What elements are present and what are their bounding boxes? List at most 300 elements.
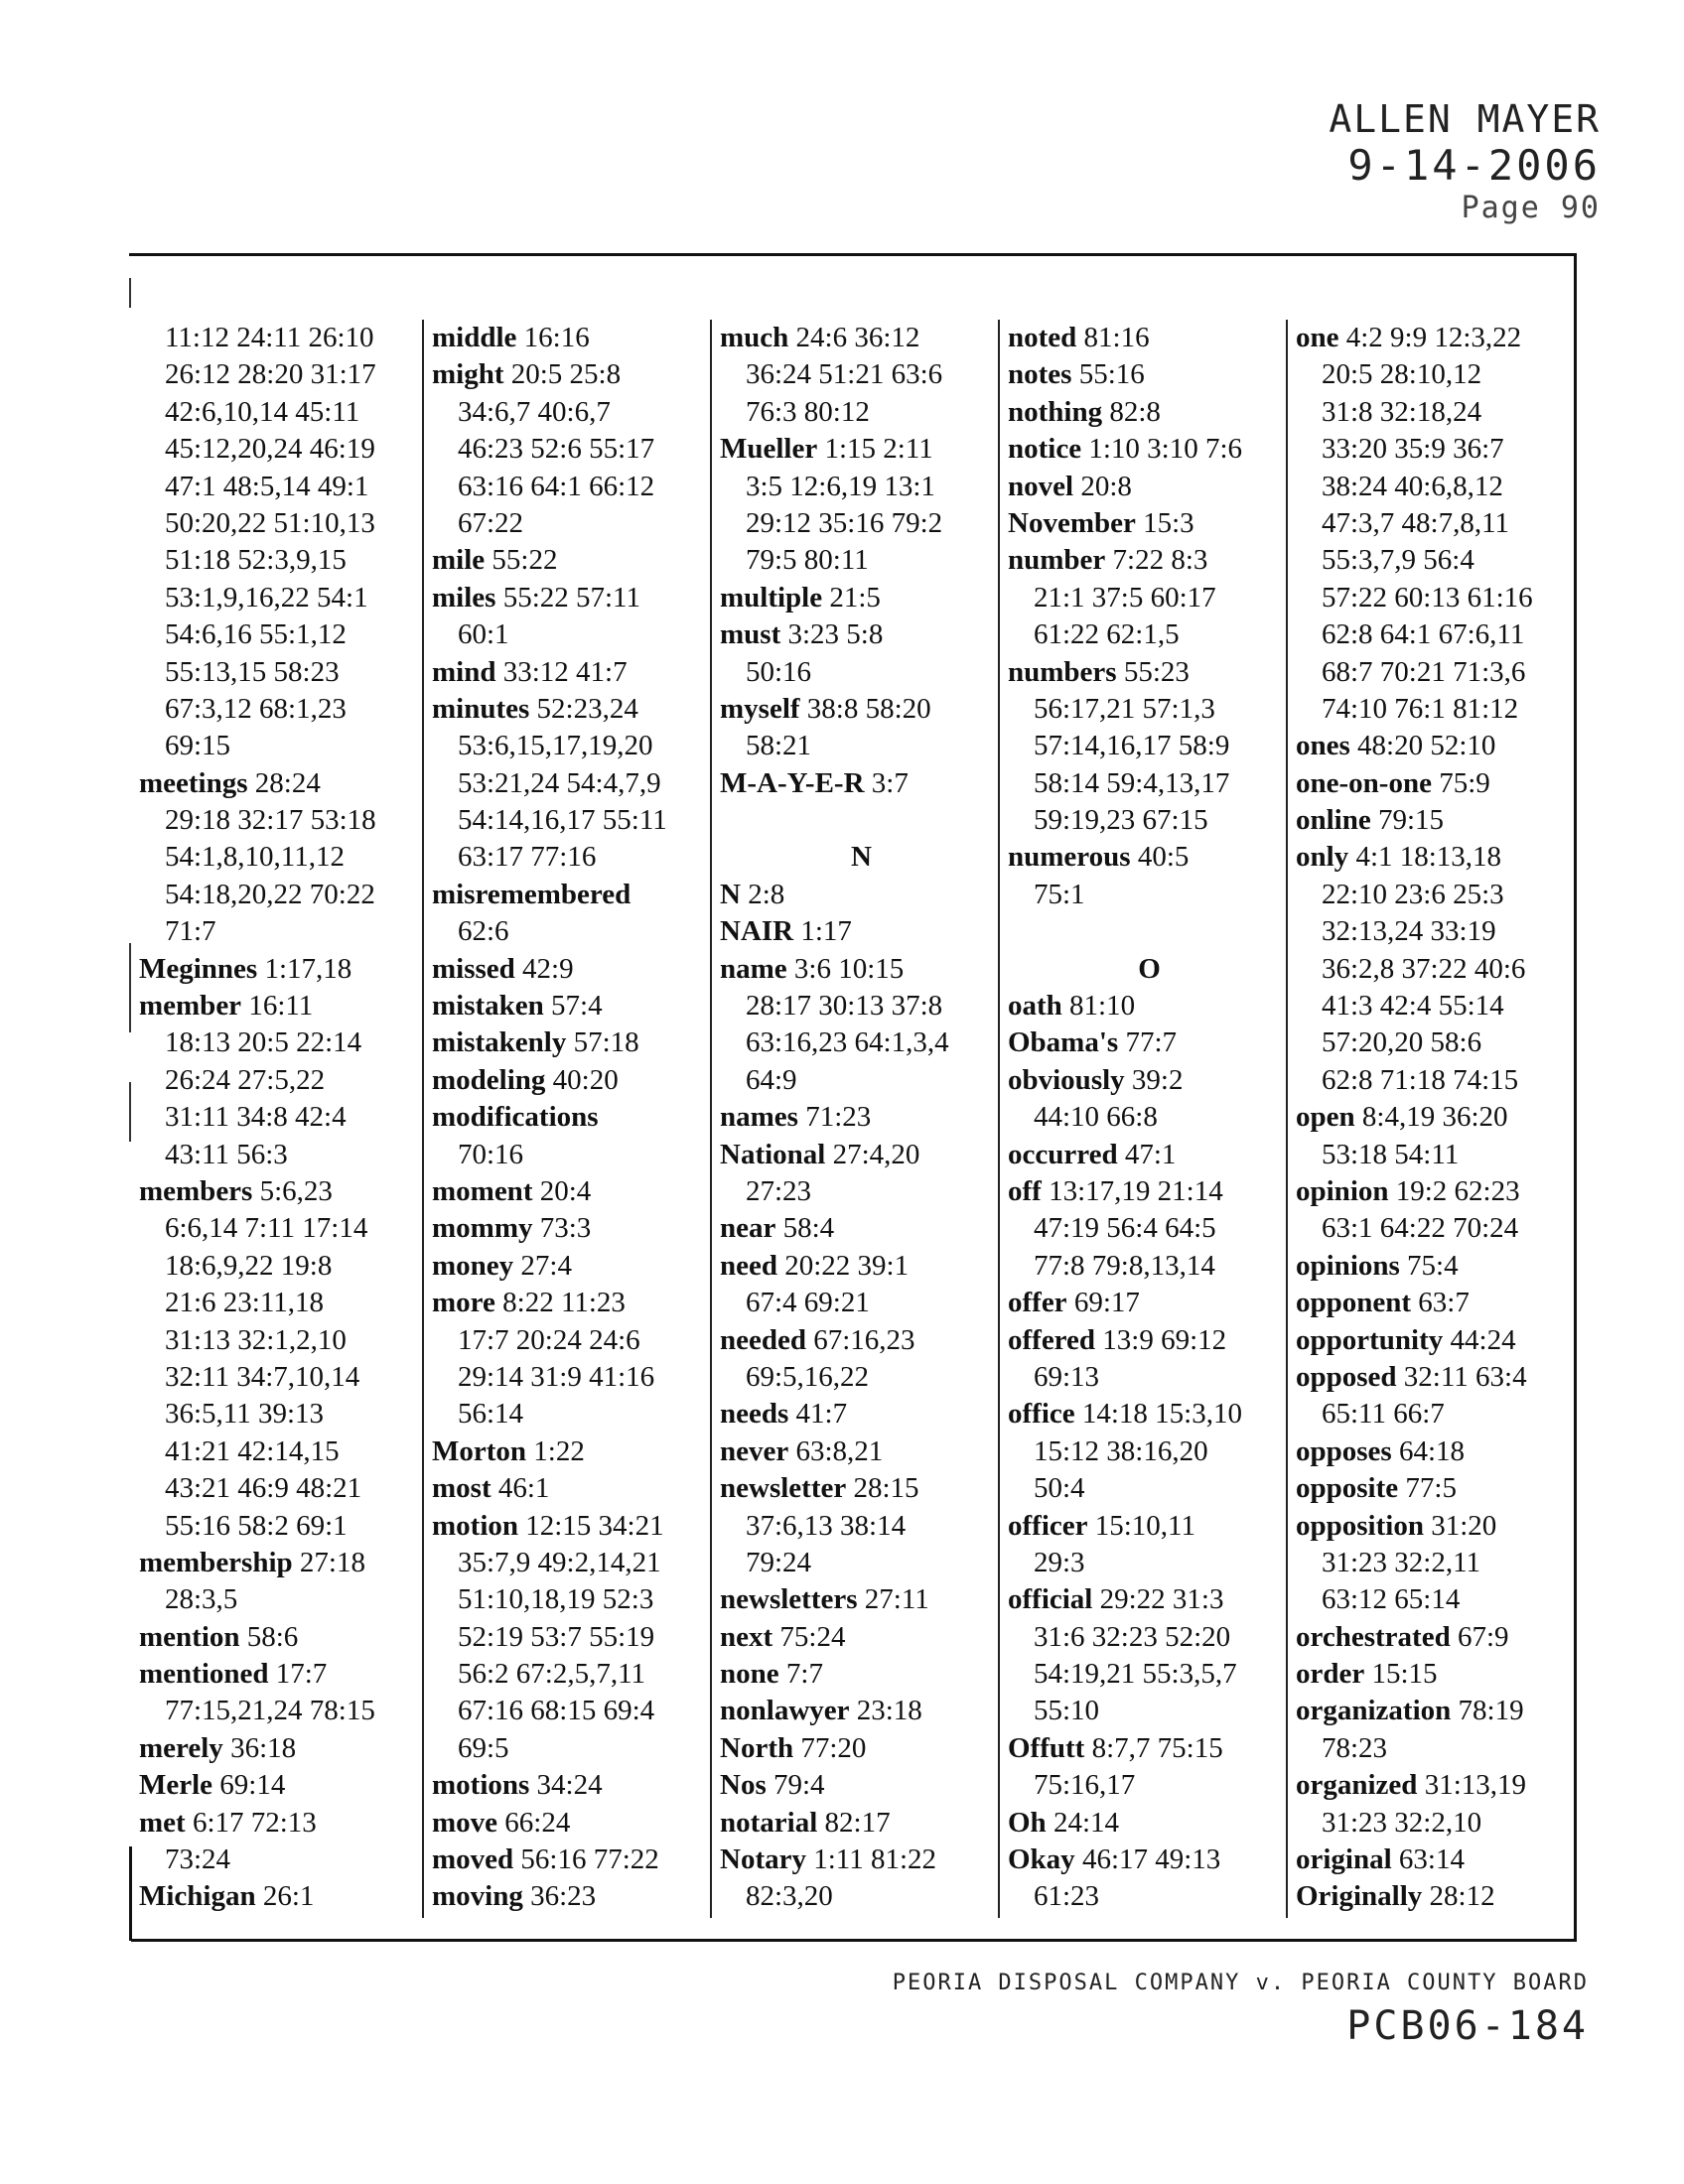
page-line-refs: 31:8 32:18,24: [1322, 395, 1482, 428]
index-entry: [432, 1173, 715, 1210]
index-entry: [1008, 1396, 1291, 1433]
page-line-refs: 51:18 52:3,9,15: [165, 544, 347, 577]
index-term: official: [1008, 1583, 1093, 1616]
index-continuation: [1296, 988, 1579, 1024]
page-line-refs: 17:7 20:24 24:6: [458, 1323, 640, 1356]
index-entry: [139, 1656, 417, 1693]
index-term: met: [139, 1806, 186, 1839]
index-entry: [720, 1619, 1003, 1656]
index-term: opposition: [1296, 1509, 1424, 1542]
index-term: miles: [432, 581, 496, 614]
index-entry: [1008, 654, 1291, 691]
index-entry: [432, 951, 715, 988]
page-line-refs: 36:23: [530, 1880, 597, 1913]
page-line-refs: 60:1: [458, 618, 509, 651]
page-line-refs: 17:7: [275, 1658, 328, 1691]
index-term: only: [1296, 841, 1349, 874]
index-term: Notary: [720, 1843, 806, 1876]
index-entry: [1008, 1842, 1291, 1878]
page-line-refs: 77:5: [1405, 1472, 1457, 1505]
index-term: membership: [139, 1546, 293, 1578]
index-continuation: [720, 1024, 1003, 1061]
section-letter: O: [1138, 952, 1161, 985]
index-term: merely: [139, 1731, 223, 1764]
page-line-refs: 65:11 66:7: [1322, 1398, 1445, 1431]
page-line-refs: 47:19 56:4 64:5: [1034, 1212, 1216, 1245]
page-line-refs: 15:12 38:16,20: [1034, 1434, 1208, 1467]
index-term: newsletter: [720, 1472, 847, 1505]
index-continuation: [139, 1470, 417, 1507]
index-continuation: [139, 394, 417, 431]
index-continuation: [1296, 951, 1579, 988]
index-term: Michigan: [139, 1880, 256, 1913]
index-continuation: [432, 913, 715, 950]
page-line-refs: 40:20: [552, 1063, 619, 1096]
page-line-refs: 74:10 76:1 81:12: [1322, 692, 1519, 725]
index-continuation: [720, 469, 1003, 505]
index-entry: [1296, 320, 1579, 356]
index-term: moved: [432, 1843, 514, 1876]
page-line-refs: 63:8,21: [795, 1434, 884, 1467]
index-continuation: [139, 616, 417, 653]
index-continuation: [1296, 1805, 1579, 1842]
index-term: M-A-Y-E-R: [720, 766, 865, 799]
index-entry: [1008, 320, 1291, 356]
index-continuation: [1008, 1878, 1291, 1915]
index-entry: [139, 1878, 417, 1915]
index-continuation: [432, 616, 715, 653]
index-term: must: [720, 618, 781, 651]
index-continuation: [432, 1656, 715, 1693]
page-line-refs: 41:3 42:4 55:14: [1322, 990, 1504, 1023]
index-continuation: [1296, 616, 1579, 653]
index-entry: [139, 1805, 417, 1842]
page-line-refs: 78:19: [1458, 1695, 1524, 1727]
page-line-refs: 21:1 37:5 60:17: [1034, 581, 1216, 614]
page-line-refs: 68:7 70:21 71:3,6: [1322, 655, 1526, 688]
page-line-refs: 53:6,15,17,19,20: [458, 730, 653, 762]
index-entry: [1296, 839, 1579, 876]
page-line-refs: 1:17,18: [264, 952, 352, 985]
page-line-refs: 71:7: [165, 915, 216, 948]
page-line-refs: 51:10,18,19 52:3: [458, 1583, 654, 1616]
index-term: opposes: [1296, 1434, 1392, 1467]
page-line-refs: 20:8: [1080, 470, 1132, 502]
page-line-refs: 62:8 71:18 74:15: [1322, 1063, 1519, 1096]
page-line-refs: 13:17,19 21:14: [1049, 1174, 1223, 1207]
index-term: missed: [432, 952, 515, 985]
page-line-refs: 24:14: [1052, 1806, 1119, 1839]
index-term: newsletters: [720, 1583, 858, 1616]
index-column-5: [1286, 320, 1579, 1918]
index-continuation: [139, 356, 417, 393]
index-term: notarial: [720, 1806, 818, 1839]
index-entry: [1008, 505, 1291, 542]
index-term: organization: [1296, 1695, 1452, 1727]
index-continuation: [1008, 1545, 1291, 1581]
page-line-refs: 57:22 60:13 61:16: [1322, 581, 1533, 614]
page-line-refs: 8:7,7 75:15: [1091, 1731, 1223, 1764]
index-continuation: [432, 765, 715, 802]
page-line-refs: 1:17: [800, 915, 852, 948]
page-line-refs: 1:11 81:22: [813, 1843, 937, 1876]
page-line-refs: 54:14,16,17 55:11: [458, 804, 667, 837]
page-line-refs: 55:10: [1034, 1695, 1100, 1727]
index-continuation: [1296, 469, 1579, 505]
page-line-refs: 61:23: [1034, 1880, 1100, 1913]
index-entry: [720, 431, 1003, 468]
page-line-refs: 54:18,20,22 70:22: [165, 878, 375, 910]
index-continuation: [1296, 431, 1579, 468]
index-term: meetings: [139, 766, 248, 799]
page-line-refs: 29:18 32:17 53:18: [165, 804, 376, 837]
index-continuation: [432, 1730, 715, 1767]
index-continuation: [1008, 1767, 1291, 1804]
index-continuation: [720, 988, 1003, 1024]
index-term: opponent: [1296, 1287, 1412, 1319]
index-term: one: [1296, 322, 1339, 353]
index-continuation: [139, 654, 417, 691]
page-line-refs: 28:17 30:13 37:8: [746, 990, 943, 1023]
index-term: noted: [1008, 322, 1077, 353]
index-entry: [432, 1062, 715, 1099]
index-term: modeling: [432, 1063, 546, 1096]
page-line-refs: 23:18: [856, 1695, 922, 1727]
page-line-refs: 7:22 8:3: [1112, 544, 1208, 577]
index-term: motions: [432, 1769, 530, 1802]
page-line-refs: 53:21,24 54:4,7,9: [458, 766, 661, 799]
index-entry: [139, 988, 417, 1024]
index-continuation: [139, 1024, 417, 1061]
page-line-refs: 69:5,16,22: [746, 1360, 870, 1393]
page-line-refs: 38:8 58:20: [806, 692, 931, 725]
index-continuation: [1008, 802, 1291, 839]
page-line-refs: 55:16 58:2 69:1: [165, 1509, 348, 1542]
index-entry: [1296, 1842, 1579, 1878]
index-term: Obama's: [1008, 1026, 1119, 1059]
index-term: original: [1296, 1843, 1392, 1876]
page-line-refs: 82:17: [824, 1806, 891, 1839]
page-line-refs: 55:13,15 58:23: [165, 655, 340, 688]
index-entry: [720, 877, 1003, 913]
index-continuation: [1296, 1396, 1579, 1433]
page-line-refs: 55:3,7,9 56:4: [1322, 544, 1474, 577]
page-line-refs: 44:10 66:8: [1034, 1101, 1158, 1134]
index-entry: [720, 616, 1003, 653]
index-entry: [1296, 1433, 1579, 1470]
index-continuation: [1296, 394, 1579, 431]
page-line-refs: 13:9 69:12: [1102, 1323, 1227, 1356]
frame-bottom-border: [131, 1939, 1577, 1942]
index-term: mind: [432, 655, 496, 688]
index-continuation: [432, 802, 715, 839]
index-continuation: [1008, 616, 1291, 653]
index-continuation: [139, 1433, 417, 1470]
page-line-refs: 73:3: [539, 1212, 592, 1245]
index-entry: [432, 580, 715, 616]
page-line-refs: 69:14: [219, 1769, 286, 1802]
page-line-refs: 41:7: [795, 1398, 848, 1431]
index-entry: [720, 1396, 1003, 1433]
index-entry: [1008, 1508, 1291, 1545]
index-continuation: [139, 1842, 417, 1878]
page-line-refs: 67:16,23: [813, 1323, 915, 1356]
index-continuation: [432, 1359, 715, 1396]
index-continuation: [139, 877, 417, 913]
index-continuation: [139, 320, 417, 356]
index-entry: [432, 1842, 715, 1878]
page-line-refs: 2:8: [748, 878, 785, 910]
index-entry: [720, 1248, 1003, 1285]
index-term: mile: [432, 544, 486, 577]
index-continuation: [1296, 913, 1579, 950]
index-entry: [1008, 1730, 1291, 1767]
page-line-refs: 46:23 52:6 55:17: [458, 433, 655, 466]
index-term: Meginnes: [139, 952, 258, 985]
index-term: need: [720, 1249, 777, 1282]
page-line-refs: 7:7: [785, 1658, 823, 1691]
page-line-refs: 28:12: [1429, 1880, 1495, 1913]
index-entry: [139, 1545, 417, 1581]
index-entry: [720, 1137, 1003, 1173]
page-line-refs: 20:4: [539, 1174, 592, 1207]
index-continuation: [432, 1322, 715, 1359]
page-line-refs: 69:17: [1073, 1287, 1140, 1319]
section-letter: N: [851, 841, 872, 874]
index-entry: [1296, 765, 1579, 802]
page-line-refs: 12:15 34:21: [525, 1509, 664, 1542]
page-line-refs: 50:16: [746, 655, 812, 688]
page-line-refs: 15:3: [1143, 506, 1194, 539]
page-line-refs: 31:13,19: [1424, 1769, 1526, 1802]
index-term: money: [432, 1249, 514, 1282]
page-line-refs: 32:13,24 33:19: [1322, 915, 1496, 948]
index-term: Mueller: [720, 433, 818, 466]
page-line-refs: 28:15: [853, 1472, 919, 1505]
page-line-refs: 16:11: [248, 990, 314, 1023]
page-line-refs: 41:21 42:14,15: [165, 1434, 340, 1467]
index-term: occurred: [1008, 1138, 1118, 1170]
index-term: offered: [1008, 1323, 1096, 1356]
page-line-refs: 8:4,19 36:20: [1361, 1101, 1508, 1134]
index-term: one-on-one: [1296, 766, 1432, 799]
page-line-refs: 75:9: [1439, 766, 1490, 799]
index-continuation: [1296, 580, 1579, 616]
page-line-refs: 15:10,11: [1094, 1509, 1195, 1542]
index-entry: [1008, 1322, 1291, 1359]
page-line-refs: 26:12 28:20 31:17: [165, 358, 376, 391]
page-line-refs: 27:4: [520, 1249, 572, 1282]
index-entry: [139, 1767, 417, 1804]
page-line-refs: 81:16: [1083, 322, 1150, 353]
page-line-refs: 56:17,21 57:1,3: [1034, 692, 1215, 725]
page-line-refs: 56:14: [458, 1398, 524, 1431]
page-line-refs: 55:23: [1123, 655, 1190, 688]
page-line-refs: 61:22 62:1,5: [1034, 618, 1180, 651]
page-line-refs: 55:16: [1078, 358, 1145, 391]
page-line-refs: 11:12 24:11 26:10: [165, 322, 374, 353]
index-continuation: [139, 1285, 417, 1321]
index-continuation: [432, 1581, 715, 1618]
index-entry: [1008, 988, 1291, 1024]
deposition-date: 9-14-2006: [1347, 141, 1601, 190]
page-line-refs: 52:23,24: [536, 692, 638, 725]
page-line-refs: 36:18: [230, 1731, 297, 1764]
index-term: members: [139, 1174, 253, 1207]
index-entry: [1296, 1173, 1579, 1210]
index-term: move: [432, 1806, 498, 1839]
page-line-refs: 1:22: [533, 1434, 585, 1467]
page-line-refs: 32:11 63:4: [1403, 1360, 1527, 1393]
blank-line: [720, 802, 1003, 839]
page-line-refs: 37:6,13 38:14: [746, 1509, 907, 1542]
page-line-refs: 63:1 64:22 70:24: [1322, 1212, 1519, 1245]
index-term: officer: [1008, 1509, 1088, 1542]
index-continuation: [139, 1248, 417, 1285]
index-entry: [720, 580, 1003, 616]
page-line-refs: 82:3,20: [746, 1880, 833, 1913]
index-term: N: [720, 878, 741, 910]
index-continuation: [1296, 1024, 1579, 1061]
index-continuation: [139, 542, 417, 579]
index-continuation: [139, 1581, 417, 1618]
index-column-4: [998, 320, 1291, 1918]
index-continuation: [1008, 1248, 1291, 1285]
index-term: order: [1296, 1658, 1365, 1691]
page-line-refs: 54:19,21 55:3,5,7: [1034, 1658, 1237, 1691]
page-line-refs: 47:3,7 48:7,8,11: [1322, 506, 1510, 539]
page-line-refs: 21:6 23:11,18: [165, 1287, 325, 1319]
index-term: November: [1008, 506, 1136, 539]
index-entry: [432, 320, 715, 356]
page-line-refs: 55:22: [491, 544, 558, 577]
index-term: Morton: [432, 1434, 527, 1467]
index-continuation: [720, 1285, 1003, 1321]
index-continuation: [1296, 356, 1579, 393]
page-line-refs: 14:18 15:3,10: [1081, 1398, 1242, 1431]
index-entry: [1008, 1137, 1291, 1173]
index-continuation: [1008, 1693, 1291, 1729]
index-entry: [432, 542, 715, 579]
page-line-refs: 21:5: [829, 581, 881, 614]
index-term: most: [432, 1472, 491, 1505]
index-entry: [1008, 469, 1291, 505]
index-entry: [432, 1508, 715, 1545]
index-entry: [1296, 1508, 1579, 1545]
page-line-refs: 76:3 80:12: [746, 395, 870, 428]
index-term: ones: [1296, 730, 1350, 762]
page-line-refs: 29:3: [1034, 1546, 1085, 1578]
index-entry: [432, 1767, 715, 1804]
index-term: Nos: [720, 1769, 767, 1802]
page-line-refs: 50:20,22 51:10,13: [165, 506, 375, 539]
page-line-refs: 35:7,9 49:2,14,21: [458, 1546, 661, 1578]
index-term: North: [720, 1731, 794, 1764]
index-term: misremembered: [432, 878, 632, 910]
index-term: oath: [1008, 990, 1062, 1023]
index-term: NAIR: [720, 915, 794, 948]
index-column-2: [422, 320, 715, 1918]
index-continuation: [1296, 1545, 1579, 1581]
page-line-refs: 59:19,23 67:15: [1034, 804, 1208, 837]
index-continuation: [1296, 1581, 1579, 1618]
index-continuation: [139, 1099, 417, 1136]
page-line-refs: 45:12,20,24 46:19: [165, 433, 375, 466]
page-line-refs: 28:3,5: [165, 1583, 238, 1616]
index-term: opinions: [1296, 1249, 1400, 1282]
index-continuation: [1008, 1470, 1291, 1507]
index-continuation: [1296, 1137, 1579, 1173]
index-term: obviously: [1008, 1063, 1125, 1096]
page-line-refs: 53:1,9,16,22 54:1: [165, 581, 368, 614]
page-line-refs: 29:14 31:9 41:16: [458, 1360, 655, 1393]
index-term: National: [720, 1138, 826, 1170]
index-term: Originally: [1296, 1880, 1423, 1913]
index-entry: [1008, 1062, 1291, 1099]
page-line-refs: 39:2: [1131, 1063, 1184, 1096]
page-line-refs: 27:11: [864, 1583, 929, 1616]
index-term: minutes: [432, 692, 530, 725]
index-entry: [1296, 728, 1579, 764]
index-entry: [432, 877, 715, 913]
page-line-refs: 75:4: [1407, 1249, 1459, 1282]
index-term: numerous: [1008, 841, 1131, 874]
index-entry: [432, 1099, 715, 1136]
index-entry: [1296, 1767, 1579, 1804]
left-margin-mark: [129, 943, 131, 1032]
page-line-refs: 1:10 3:10 7:6: [1088, 433, 1243, 466]
index-entry: [720, 1581, 1003, 1618]
index-term: open: [1296, 1101, 1355, 1134]
page-line-refs: 63:14: [1398, 1843, 1465, 1876]
index-continuation: [432, 1545, 715, 1581]
index-column-1: [139, 320, 417, 1918]
page-line-refs: 58:14 59:4,13,17: [1034, 766, 1230, 799]
page-line-refs: 29:12 35:16 79:2: [746, 506, 943, 539]
index-term: none: [720, 1658, 779, 1691]
index-entry: [1296, 1285, 1579, 1321]
page-line-refs: 56:2 67:2,5,7,11: [458, 1658, 646, 1691]
page-line-refs: 69:15: [165, 730, 231, 762]
index-entry: [432, 356, 715, 393]
index-entry: [720, 1099, 1003, 1136]
index-term: middle: [432, 322, 517, 353]
page-line-refs: 1:15 2:11: [824, 433, 933, 466]
index-term: notes: [1008, 358, 1072, 391]
frame-top-border: [129, 253, 1577, 256]
page-line-refs: 64:9: [746, 1063, 797, 1096]
page-line-refs: 57:14,16,17 58:9: [1034, 730, 1230, 762]
index-entry: [432, 988, 715, 1024]
page-line-refs: 66:24: [504, 1806, 571, 1839]
index-entry: [720, 1693, 1003, 1729]
index-entry: [432, 1878, 715, 1915]
index-continuation: [139, 1396, 417, 1433]
page-line-refs: 79:4: [772, 1769, 825, 1802]
index-continuation: [720, 356, 1003, 393]
index-term: member: [139, 990, 242, 1023]
index-continuation: [432, 469, 715, 505]
page-line-refs: 67:4 69:21: [746, 1287, 870, 1319]
page-line-refs: 77:7: [1125, 1026, 1177, 1059]
index-term: office: [1008, 1398, 1075, 1431]
index-term: orchestrated: [1296, 1620, 1451, 1653]
index-term: mention: [139, 1620, 240, 1653]
index-continuation: [720, 654, 1003, 691]
index-term: myself: [720, 692, 800, 725]
index-entry: [432, 1024, 715, 1061]
index-term: needed: [720, 1323, 806, 1356]
